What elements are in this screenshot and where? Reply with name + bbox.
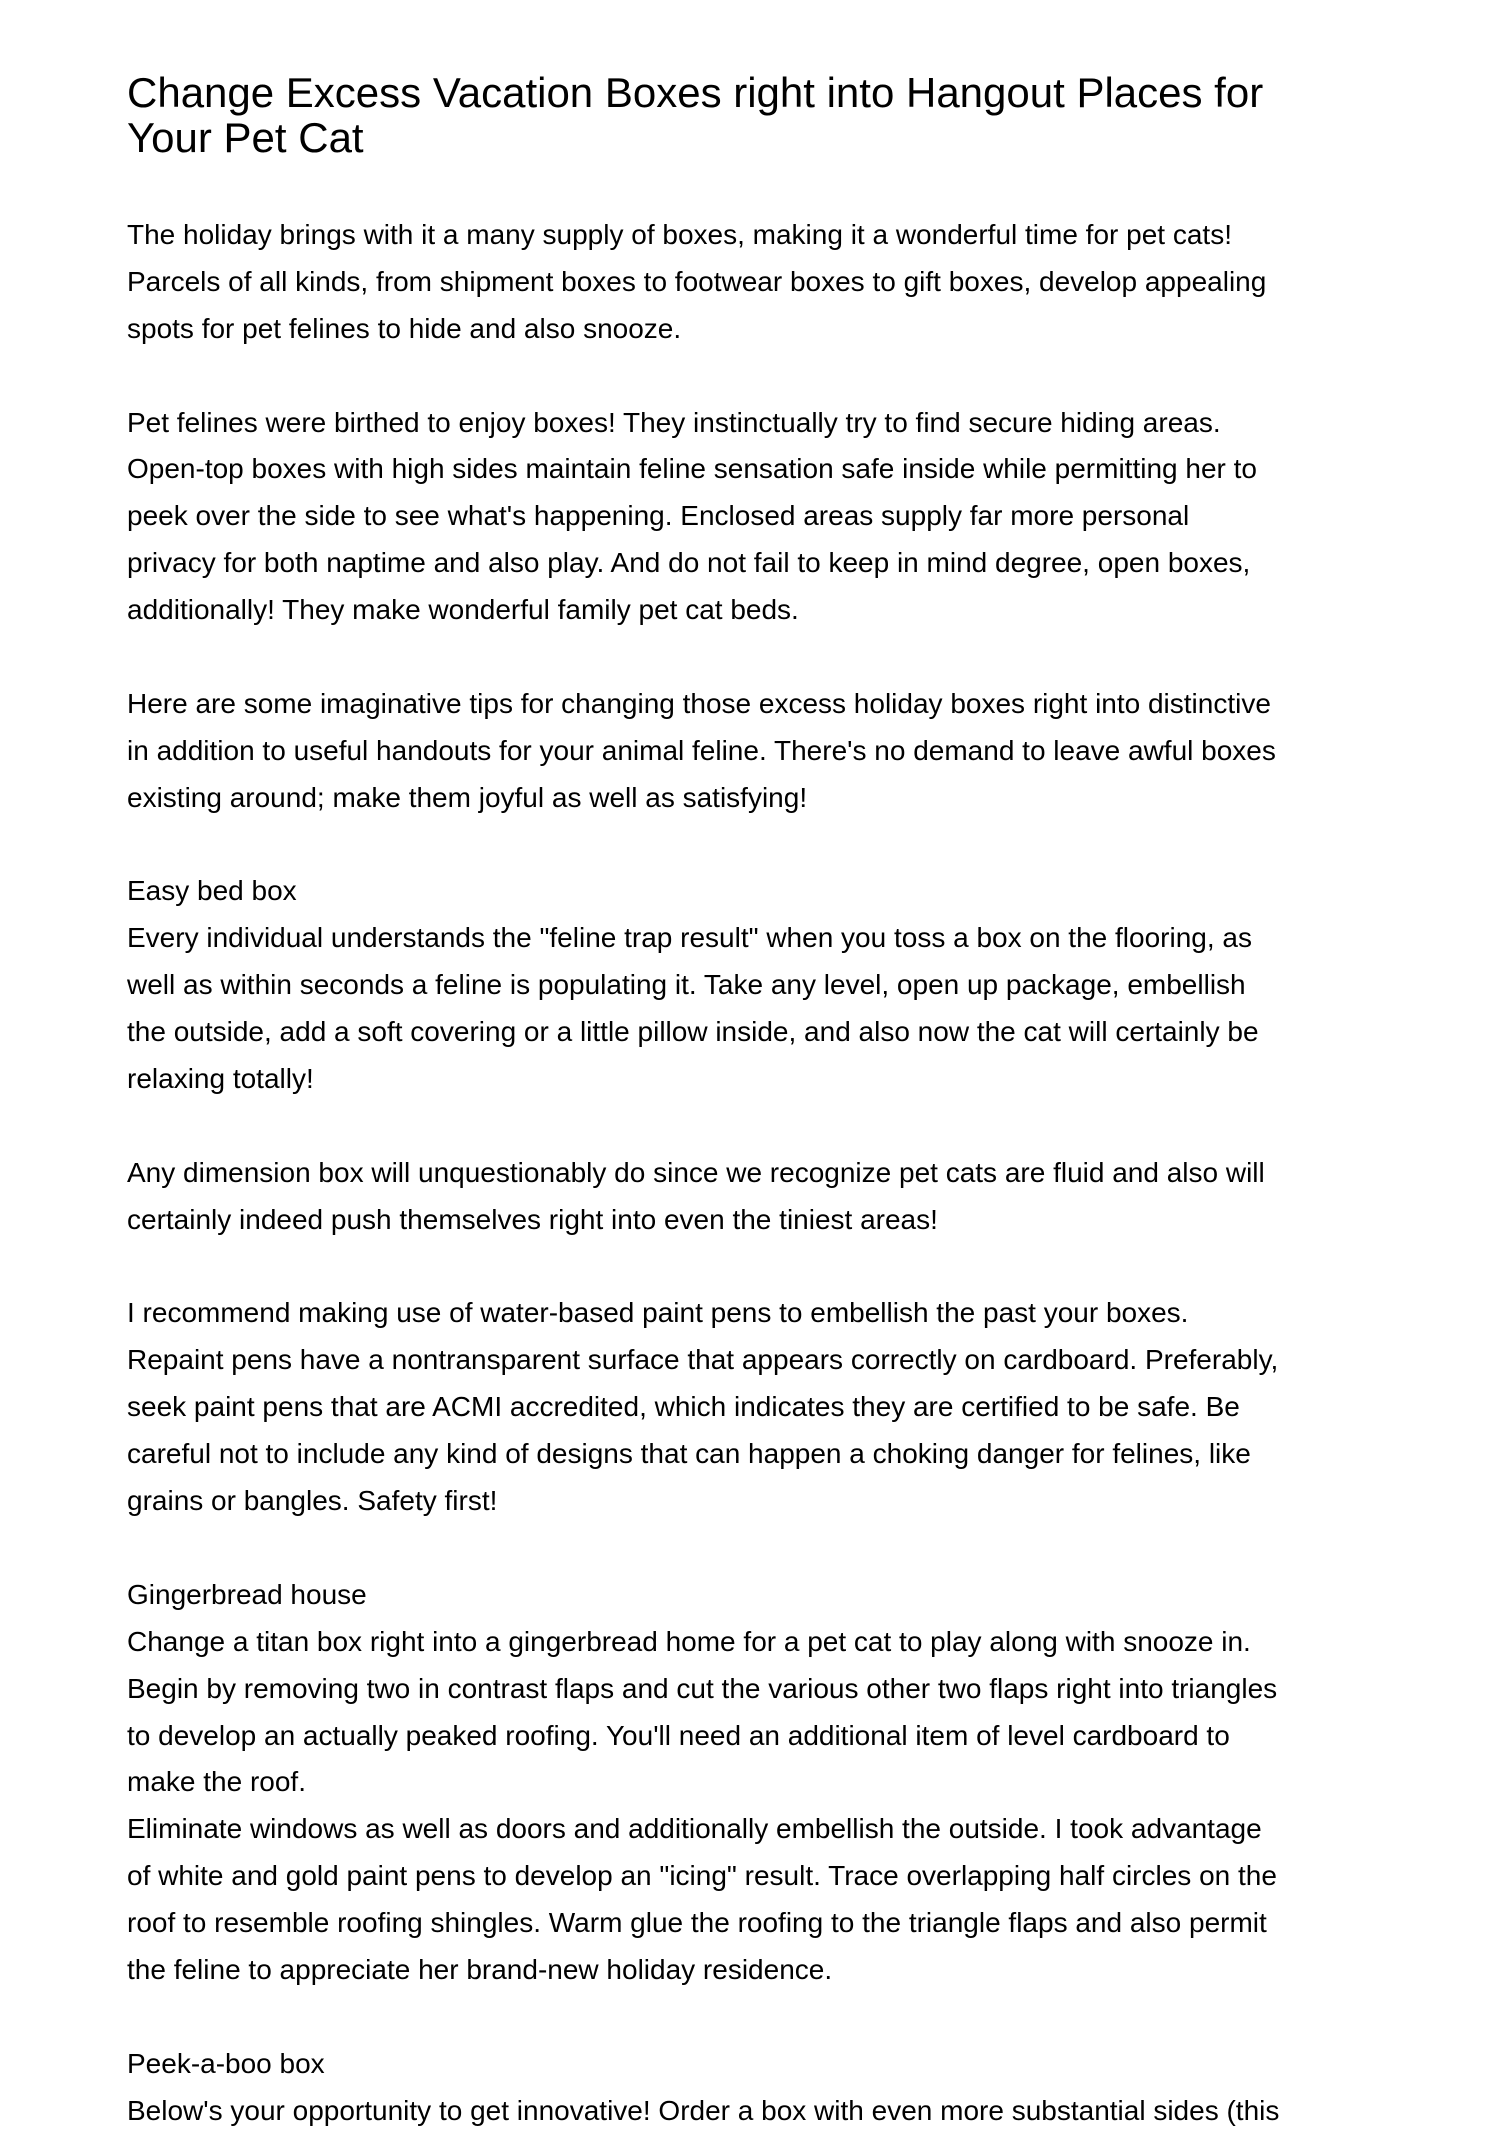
text-line: spots for pet felines to hide and also snooze. <box>127 312 682 344</box>
text-line: existing around; make them joyful as well as satisfying! <box>127 781 808 813</box>
text-line: in addition to useful handouts for your animal feline. There's no demand to leave awful boxes <box>127 734 1276 766</box>
article-body <box>127 212 1279 2135</box>
text-line: the feline to appreciate her brand-new holiday residence. <box>127 1953 833 1985</box>
text-line: Open-top boxes with high sides maintain feline sensation safe inside while permitting her to <box>127 453 1257 485</box>
section-heading: Gingerbread house <box>127 1578 367 1610</box>
paragraph <box>127 1150 1279 1244</box>
text-line: Begin by removing two in contrast flaps and cut the various other two flaps right into triangles <box>127 1672 1278 1704</box>
text-line: careful not to include any kind of designs that can happen a choking danger for felines, like <box>127 1438 1251 1470</box>
paragraph <box>127 400 1279 634</box>
text-line: I recommend making use of water-based paint pens to embellish the past your boxes. <box>127 1297 1189 1329</box>
paragraph <box>127 681 1279 822</box>
paragraph-gap <box>127 634 1279 681</box>
text-line: Parcels of all kinds, from shipment boxes to footwear boxes to gift boxes, develop appealing <box>127 265 1267 297</box>
text-line: Every individual understands the "feline trap result" when you toss a box on the flooring, as <box>127 922 1252 954</box>
paragraph-gap <box>127 353 1279 400</box>
text-line: seek paint pens that are ACMI accredited, which indicates they are certified to be safe. Be <box>127 1391 1240 1423</box>
text-line: well as within seconds a feline is populating it. Take any level, open up package, embellish <box>127 969 1246 1001</box>
text-line: grains or bangles. Safety first! <box>127 1485 498 1517</box>
paragraph <box>127 212 1279 353</box>
text-line: Here are some imaginative tips for changing those excess holiday boxes right into distinctive <box>127 687 1271 719</box>
paragraph-gap <box>127 1244 1279 1291</box>
text-line: Any dimension box will unquestionably do since we recognize pet cats are fluid and also will <box>127 1156 1265 1188</box>
text-line: additionally! They make wonderful family pet cat beds. <box>127 594 799 626</box>
text-line: the outside, add a soft covering or a little pillow inside, and also now the cat will certainly be <box>127 1016 1259 1048</box>
paragraph-gap <box>127 1103 1279 1150</box>
title-line: Your Pet Cat <box>127 114 364 161</box>
text-line: to develop an actually peaked roofing. You'll need an additional item of level cardboard to <box>127 1719 1230 1751</box>
text-line: make the roof. <box>127 1766 306 1798</box>
page-title <box>127 70 1263 160</box>
title-line: Change Excess Vacation Boxes right into Hangout Places for <box>127 69 1264 116</box>
text-line: relaxing totally! <box>127 1063 314 1095</box>
paragraph-gap <box>127 1525 1279 1572</box>
paragraph <box>127 1572 1279 1994</box>
paragraph-gap <box>127 1994 1279 2041</box>
text-line: of white and gold paint pens to develop an "icing" result. Trace overlapping half circles on the <box>127 1860 1277 1892</box>
text-line: privacy for both naptime and also play. And do not fail to keep in mind degree, open boxes, <box>127 547 1251 579</box>
text-line: Repaint pens have a nontransparent surface that appears correctly on cardboard. Preferably, <box>127 1344 1279 1376</box>
text-line: roof to resemble roofing shingles. Warm glue the roofing to the triangle flaps and also permit <box>127 1907 1267 1939</box>
text-line: Eliminate windows as well as doors and additionally embellish the outside. I took advantage <box>127 1813 1262 1845</box>
text-line: certainly indeed push themselves right into even the tiniest areas! <box>127 1203 938 1235</box>
text-line: Below's your opportunity to get innovative! Order a box with even more substantial sides (this <box>127 2094 1280 2126</box>
paragraph-gap <box>127 822 1279 869</box>
text-line: Change a titan box right into a gingerbread home for a pet cat to play along with snooze in. <box>127 1625 1251 1657</box>
section-heading: Easy bed box <box>127 875 297 907</box>
section-heading: Peek-a-boo box <box>127 2047 325 2079</box>
paragraph <box>127 868 1279 1102</box>
text-line: peek over the side to see what's happening. Enclosed areas supply far more personal <box>127 500 1190 532</box>
text-line: The holiday brings with it a many supply of boxes, making it a wonderful time for pet cats! <box>127 219 1232 250</box>
text-line: Pet felines were birthed to enjoy boxes! They instinctually try to find secure hiding areas. <box>127 406 1221 438</box>
paragraph <box>127 1290 1279 1524</box>
paragraph <box>127 2041 1279 2135</box>
